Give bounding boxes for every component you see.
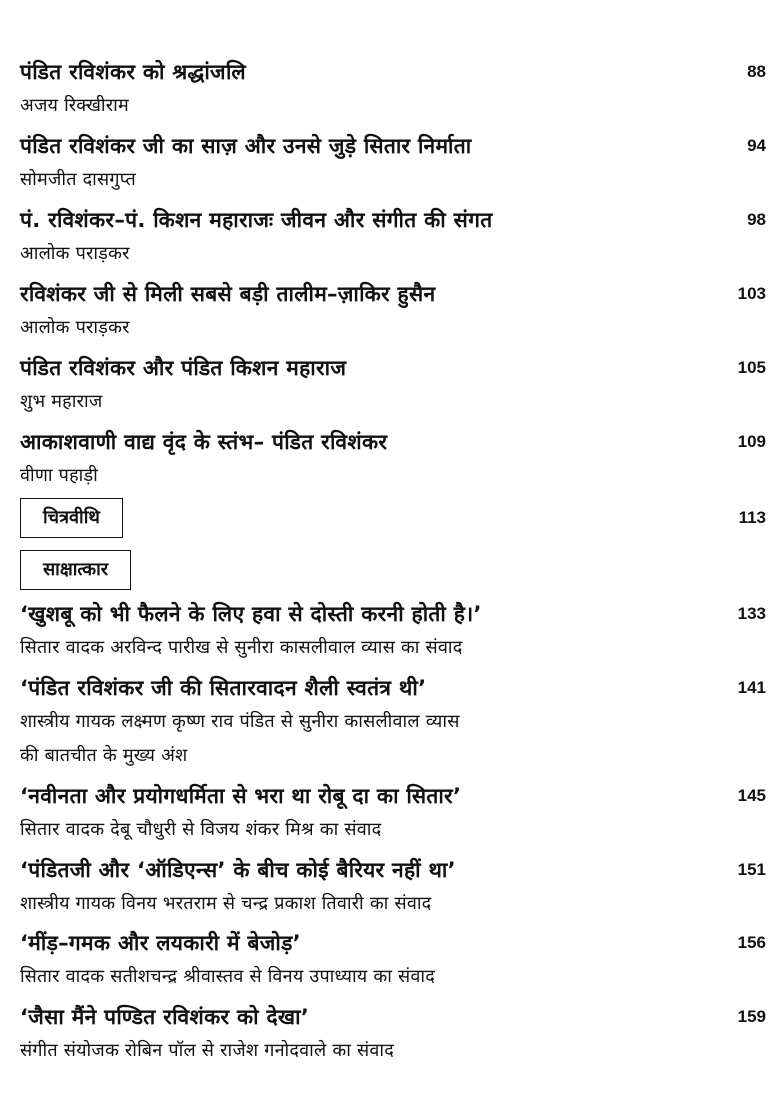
toc-page-number: 88 bbox=[747, 62, 766, 81]
toc-entry bbox=[20, 277, 766, 345]
toc-entry-author: सितार वादक सतीशचन्द्र श्रीवास्तव से विनय उपाध्याय का संवाद bbox=[20, 966, 435, 987]
toc-entry-author: सितार वादक देबू चौधुरी से विजय शंकर मिश्र का संवाद bbox=[20, 819, 382, 840]
toc-page-number: 133 bbox=[737, 604, 766, 623]
toc-entry-author: शुभ महाराज bbox=[20, 391, 103, 412]
toc-title-row bbox=[20, 853, 766, 887]
toc-entry-title: ‘जैसा मैंने पण्डित रविशंकर को देखा’ bbox=[20, 1005, 310, 1029]
toc-page-number: 103 bbox=[737, 284, 766, 303]
toc-title-row bbox=[20, 1000, 766, 1034]
toc-entry bbox=[20, 425, 766, 493]
toc-entry-author: वीणा पहाड़ी bbox=[20, 465, 99, 486]
toc-entry bbox=[20, 597, 766, 665]
toc-page-number: 109 bbox=[737, 432, 766, 451]
toc-entry bbox=[20, 779, 766, 847]
toc-page-number: 156 bbox=[737, 933, 766, 952]
toc-entry bbox=[20, 926, 766, 994]
toc-entry-author: सितार वादक अरविन्द पारीख से सुनीरा कासलीवाल व्यास का संवाद bbox=[20, 637, 463, 658]
toc-page-number: 145 bbox=[737, 786, 766, 805]
toc-entry bbox=[20, 203, 766, 271]
section-heading-row bbox=[20, 498, 766, 538]
toc-page-number: 105 bbox=[737, 358, 766, 377]
toc-title-row bbox=[20, 203, 766, 237]
toc-page-number: 113 bbox=[738, 508, 766, 527]
toc-entry-title: रविशंकर जी से मिली सबसे बड़ी तालीम–ज़ाकिर हुसैन bbox=[20, 282, 436, 306]
toc-entry bbox=[20, 55, 766, 123]
toc-title-row bbox=[20, 351, 766, 385]
toc-title-row bbox=[20, 277, 766, 311]
toc-entry-author: अजय रिक्खीराम bbox=[20, 95, 129, 116]
toc-entry-title: पंडित रविशंकर और पंडित किशन महाराज bbox=[20, 356, 347, 380]
toc-page-number: 159 bbox=[737, 1007, 766, 1026]
toc-page-number: 151 bbox=[737, 860, 766, 879]
toc-entry-title: ‘नवीनता और प्रयोगधर्मिता से भरा था रोबू दा का सितार’ bbox=[20, 784, 462, 808]
toc-entry bbox=[20, 1000, 766, 1068]
toc-entry-author: सोमजीत दासगुप्त bbox=[20, 169, 136, 190]
toc-entry-author: संगीत संयोजक रोबिन पॉल से राजेश गनोदवाले का संवाद bbox=[20, 1040, 394, 1061]
toc-entry-author: आलोक पराड़कर bbox=[20, 317, 130, 338]
toc-page-number: 141 bbox=[737, 678, 766, 697]
toc-entry-author: आलोक पराड़कर bbox=[20, 243, 130, 264]
toc-entry-author-continued: की बातचीत के मुख्य अंश bbox=[20, 745, 188, 766]
toc-title-row bbox=[20, 779, 766, 813]
toc-entry-title: पं. रविशंकर–पं. किशन महाराजः जीवन और संगीत की संगत bbox=[20, 208, 493, 232]
section-heading-box: साक्षात्कार bbox=[20, 550, 131, 590]
toc-title-row bbox=[20, 926, 766, 960]
section-heading-row bbox=[20, 550, 766, 590]
section-heading-box: चित्रवीथि bbox=[20, 498, 123, 538]
toc-entry bbox=[20, 351, 766, 419]
toc-title-row bbox=[20, 597, 766, 631]
toc-entry bbox=[20, 853, 766, 921]
toc-entry-title: ‘मींड़–गमक और लयकारी में बेजोड़’ bbox=[20, 931, 301, 955]
toc-title-row bbox=[20, 425, 766, 459]
toc-entry-author: शास्त्रीय गायक लक्ष्मण कृष्ण राव पंडित से सुनीरा कासलीवाल व्यास bbox=[20, 711, 460, 732]
toc-title-row bbox=[20, 129, 766, 163]
toc-entry-title: ‘पंडितजी और ‘ऑडिएन्स’ के बीच कोई बैरियर नहीं था’ bbox=[20, 858, 456, 882]
toc-entry bbox=[20, 129, 766, 197]
toc-page-number: 98 bbox=[747, 210, 766, 229]
toc-entry-title: आकाशवाणी वाद्य वृंद के स्तंभ– पंडित रविशंकर bbox=[20, 430, 388, 454]
toc-entry-title: पंडित रविशंकर को श्रद्धांजलि bbox=[20, 60, 246, 84]
toc-title-row bbox=[20, 671, 766, 705]
toc-entry-title: ‘पंडित रविशंकर जी की सितारवादन शैली स्वतंत्र थी’ bbox=[20, 676, 427, 700]
toc-entry bbox=[20, 671, 766, 773]
toc-entry-title: पंडित रविशंकर जी का साज़ और उनसे जुड़े सितार निर्माता bbox=[20, 134, 472, 158]
toc-entry-title: ‘खुशबू को भी फैलने के लिए हवा से दोस्ती करनी होती है।’ bbox=[20, 602, 482, 626]
toc-page-number: 94 bbox=[747, 136, 766, 155]
toc-title-row bbox=[20, 55, 766, 89]
toc-entry-author: शास्त्रीय गायक विनय भरतराम से चन्द्र प्रकाश तिवारी का संवाद bbox=[20, 893, 432, 914]
